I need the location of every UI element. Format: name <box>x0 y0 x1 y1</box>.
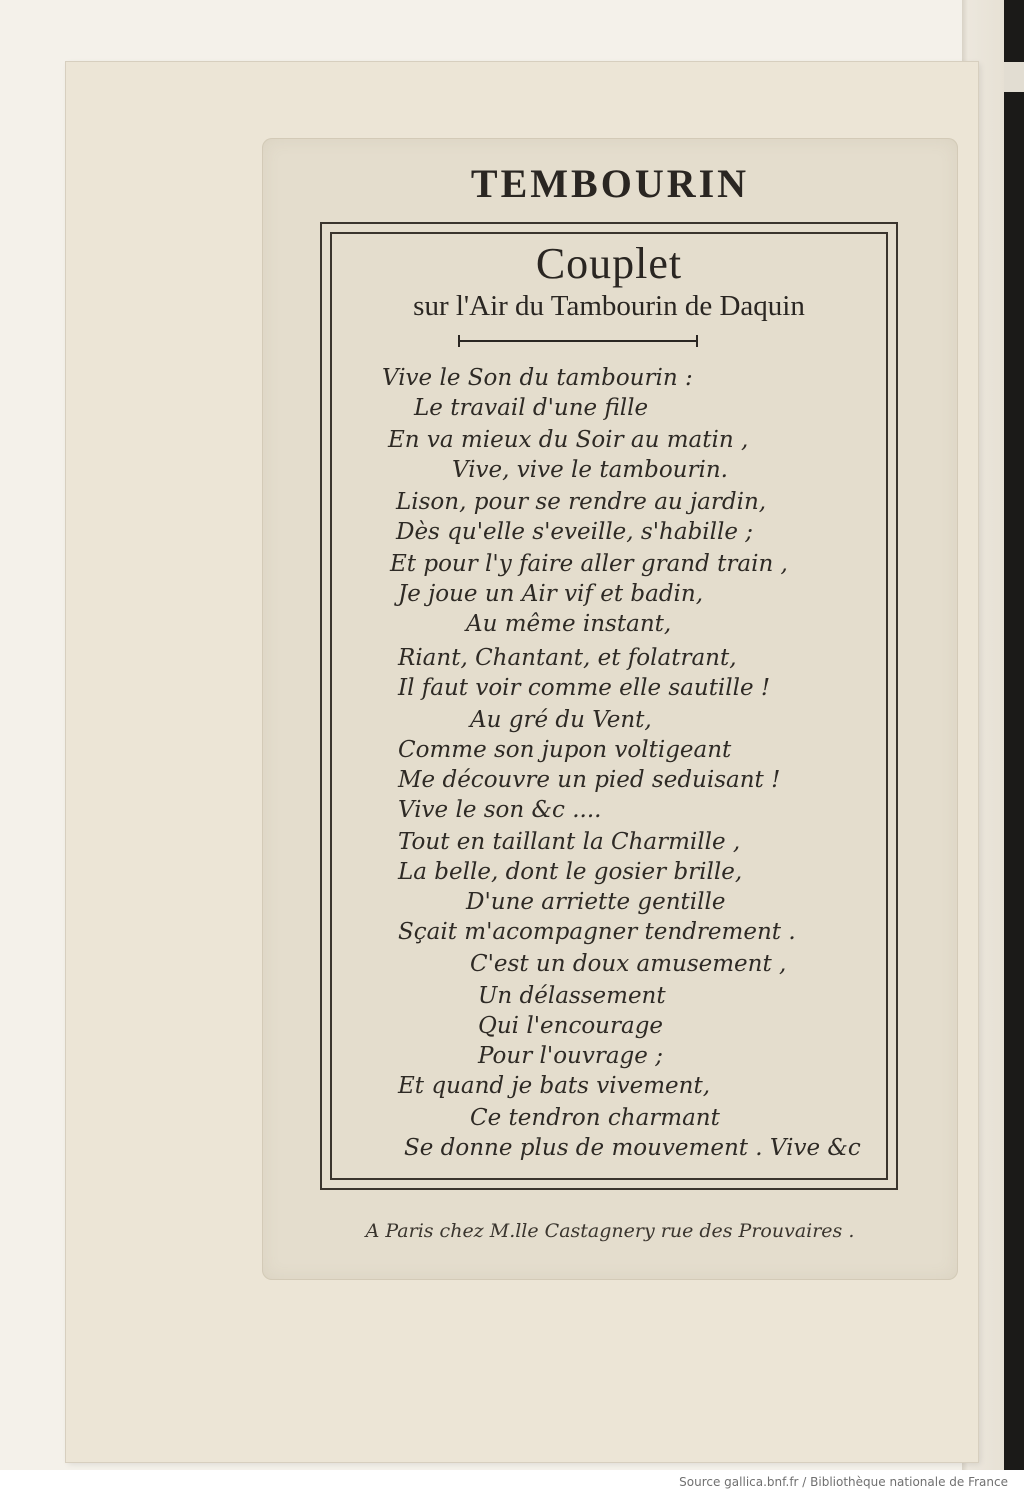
verse-line: Lison, pour se rendre au jardin, <box>396 489 767 515</box>
verse-line: Et quand je bats vivement, <box>398 1073 711 1099</box>
verse-line: Pour l'ouvrage ; <box>478 1043 663 1069</box>
verse-line: En va mieux du Soir au matin , <box>388 427 749 453</box>
verse-line: Sçait m'acompagner tendrement . <box>398 919 796 945</box>
verse-line: Et pour l'y faire aller grand train , <box>390 551 788 577</box>
source-credit-link[interactable]: Source gallica.bnf.fr / Bibliothèque nationale de France <box>679 1475 1008 1489</box>
verse-line: Il faut voir comme elle sautille ! <box>398 675 771 701</box>
verse-line: Qui l'encourage <box>478 1013 664 1039</box>
verse-line: Vive le Son du tambourin : <box>382 365 693 391</box>
verse-line: Au gré du Vent, <box>470 707 652 733</box>
air-subheading: sur l'Air du Tambourin de Daquin <box>413 290 805 322</box>
verse-line: Tout en taillant la Charmille , <box>398 829 741 855</box>
verse-line: Comme son jupon voltigeant <box>398 737 732 763</box>
verse-line: Riant, Chantant, et folatrant, <box>398 645 737 671</box>
verse-line: C'est un doux amusement , <box>470 951 787 977</box>
verse-line: Vive, vive le tambourin. <box>452 457 728 483</box>
verse-line: Vive le son &c .... <box>398 797 602 823</box>
verse-line: Au même instant, <box>466 611 672 637</box>
verse-line: D'une arriette gentille <box>466 889 726 915</box>
verse-line: Me découvre un pied seduisant ! <box>398 767 781 793</box>
couplet-heading: Couplet <box>535 239 683 288</box>
plate-title: TEMBOURIN <box>470 161 750 206</box>
verse-line: Se donne plus de mouvement . Vive &c <box>404 1135 861 1161</box>
verse-line: Le travail d'une fille <box>414 395 649 421</box>
verse-line: La belle, dont le gosier brille, <box>398 859 743 885</box>
verse-line: Je joue un Air vif et badin, <box>398 581 704 607</box>
verse-line: Dès qu'elle s'eveille, s'habille ; <box>396 519 754 545</box>
verse-line: Un délassement <box>478 983 666 1009</box>
verse-line: Ce tendron charmant <box>470 1105 720 1131</box>
publisher-imprint: A Paris chez M.lle Castagnery rue des Prouvaires . <box>365 1220 855 1242</box>
